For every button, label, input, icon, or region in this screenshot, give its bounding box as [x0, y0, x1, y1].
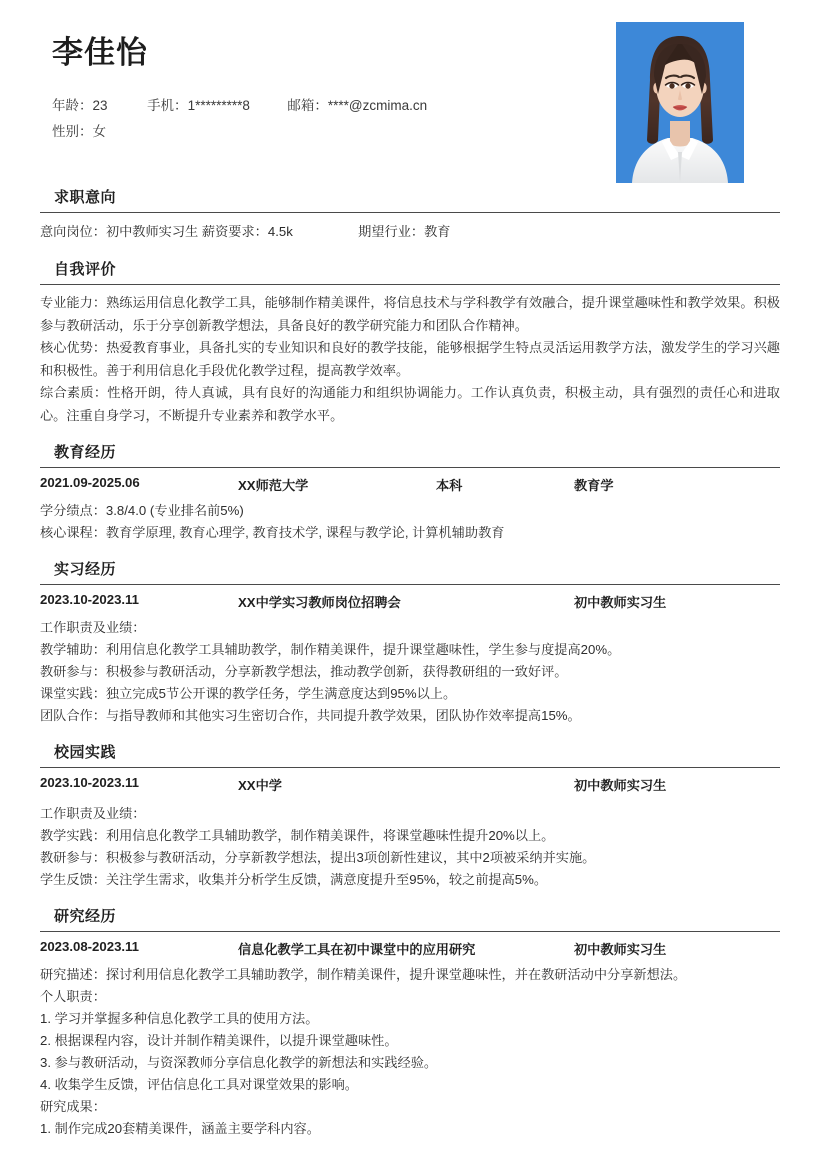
research-detail: 4. 收集学生反馈，评估信息化工具对课堂效果的影响。 [40, 1077, 358, 1092]
section-job-intent [40, 186, 780, 244]
intent-salary-value: 4.5k [267, 224, 293, 239]
campus-practice-detail: 工作职责及业绩： [40, 806, 146, 821]
research-date: 2023.08-2023.11 [40, 939, 140, 954]
education-major: 教育学 [574, 478, 614, 493]
internship-detail: 课堂实践：独立完成5节公开课的教学任务，学生满意度达到95%以上。 [40, 686, 457, 701]
research-row [40, 939, 780, 963]
intent-industry-value: 教育 [424, 224, 451, 239]
internship-detail: 工作职责及业绩： [40, 620, 146, 635]
section-divider [40, 284, 780, 285]
research-detail: 研究成果： [40, 1099, 106, 1114]
self-eval-paragraph: 专业能力：熟练运用信息化教学工具，能够制作精美课件，将信息技术与学科教学有效融合，提升课堂趣味性和教学效果。积极参与教研活动，乐于分享创新教学想法，具备良好的教学研究能力和团队合作精神。 [40, 295, 780, 333]
education-detail: 学分绩点：3.8/4.0 (专业排名前5%) [40, 503, 244, 518]
research-role: 初中教师实习生 [574, 942, 667, 957]
research-detail: 研究描述：探讨利用信息化教学工具辅助教学，制作精美课件，提升课堂趣味性，并在教研活动中分享新想法。 [40, 967, 687, 982]
section-title-campus-practice: 校园实践 [54, 744, 117, 761]
education-row [40, 475, 780, 499]
section-title-education: 教育经历 [54, 444, 117, 461]
phone-field: 手机：1*********8 [147, 98, 250, 114]
research-topic: 信息化教学工具在初中课堂中的应用研究 [238, 942, 476, 957]
research-detail: 2. 根据课程内容，设计并制作精美课件，以提升课堂趣味性。 [40, 1033, 398, 1048]
campus-practice-detail: 教学实践：利用信息化教学工具辅助教学，制作精美课件，将课堂趣味性提升20%以上。 [40, 828, 555, 843]
internship-row [40, 592, 780, 616]
self-eval-paragraph: 核心优势：热爱教育事业，具备扎实的专业知识和良好的教学技能，能够根据学生特点灵活运用教学方法，激发学生的学习兴趣和积极性。善于利用信息化手段优化教学过程，提高教学效率。 [40, 340, 780, 378]
section-divider [40, 931, 780, 932]
age-field: 年龄：23 [52, 98, 108, 114]
section-research [40, 905, 780, 1140]
section-divider [40, 212, 780, 213]
research-detail: 1. 学习并掌握多种信息化教学工具的使用方法。 [40, 1011, 319, 1026]
section-education [40, 441, 780, 544]
section-campus-practice [40, 741, 780, 891]
internship-org: XX中学实习教师岗位招聘会 [238, 595, 401, 610]
section-title-job-intent: 求职意向 [54, 189, 117, 206]
campus-practice-org: XX中学 [238, 778, 282, 793]
education-degree: 本科 [436, 478, 463, 493]
internship-detail: 团队合作：与指导教师和其他实习生密切合作，共同提升教学效果，团队协作效率提高15%。 [40, 708, 581, 723]
campus-practice-detail: 教研参与：积极参与教研活动，分享新教学想法，提出3项创新性建议，其中2项被采纳并实施。 [40, 850, 596, 865]
section-divider [40, 584, 780, 585]
internship-detail: 教研参与：积极参与教研活动，分享新教学想法，推动教学创新，获得教研组的一致好评。 [40, 664, 568, 679]
campus-practice-role: 初中教师实习生 [574, 778, 667, 793]
page-title: 李佳怡 [52, 35, 148, 70]
resume-header [40, 0, 780, 172]
email-field: 邮箱：****@zcmima.cn [287, 98, 428, 114]
internship-date: 2023.10-2023.11 [40, 592, 140, 607]
internship-role: 初中教师实习生 [574, 595, 667, 610]
section-self-evaluation [40, 258, 780, 427]
education-school: XX师范大学 [238, 478, 309, 493]
education-detail: 核心课程：教育学原理, 教育心理学, 教育技术学, 课程与教学论, 计算机辅助教育 [40, 525, 505, 540]
intent-position-value: 初中教师实习生 [105, 224, 199, 239]
section-title-research: 研究经历 [54, 908, 117, 925]
campus-practice-row [40, 775, 780, 799]
intent-salary-label: 薪资要求： [201, 224, 268, 239]
self-eval-paragraph: 综合素质：性格开朗，待人真诚，具有良好的沟通能力和组织协调能力。工作认真负责，积极主动，具有强烈的责任心和进取心。注重自身学习，不断提升专业素养和教学水平。 [40, 385, 780, 423]
campus-practice-detail: 学生反馈：关注学生需求，收集并分析学生反馈，满意度提升至95%，较之前提高5%。 [40, 872, 548, 887]
portrait-photo-icon [616, 22, 744, 183]
internship-detail: 教学辅助：利用信息化教学工具辅助教学，制作精美课件，提升课堂趣味性，学生参与度提高20%。 [40, 642, 621, 657]
section-title-self-evaluation: 自我评价 [54, 261, 117, 278]
job-intent-row [40, 220, 780, 244]
section-title-internship: 实习经历 [54, 561, 117, 578]
gender-field: 性别：女 [52, 124, 106, 140]
avatar [616, 22, 744, 183]
section-divider [40, 767, 780, 768]
section-divider [40, 467, 780, 468]
intent-position-label: 意向岗位： [40, 224, 106, 239]
section-internship [40, 558, 780, 727]
education-date: 2021.09-2025.06 [40, 475, 140, 490]
campus-practice-date: 2023.10-2023.11 [40, 775, 140, 790]
research-detail: 1. 制作完成20套精美课件，涵盖主要学科内容。 [40, 1121, 320, 1136]
research-detail: 3. 参与教研活动，与资深教师分享信息化教学的新想法和实践经验。 [40, 1055, 438, 1070]
intent-industry-label: 期望行业： [358, 224, 425, 239]
research-detail: 个人职责： [40, 989, 106, 1004]
